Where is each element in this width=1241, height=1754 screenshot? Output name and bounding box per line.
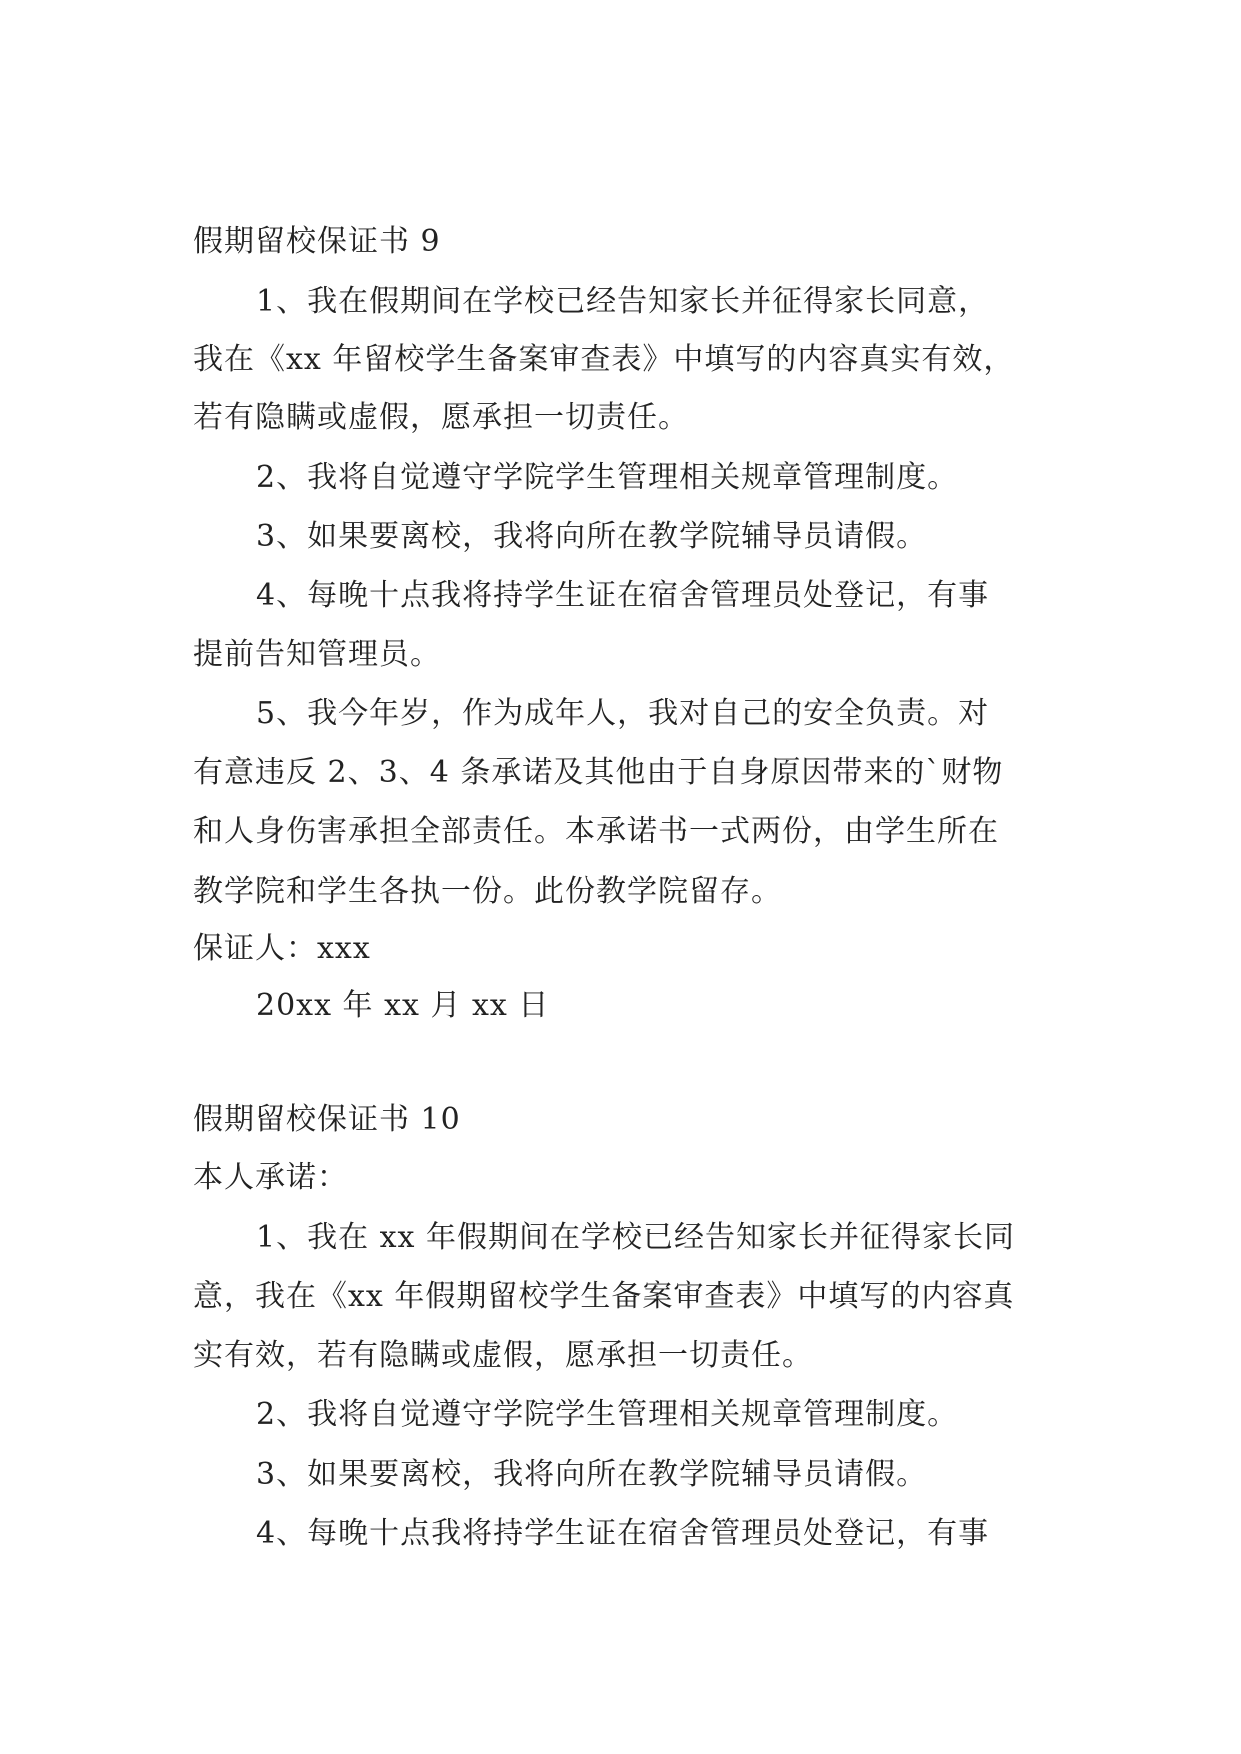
section-title: 假期留校保证书 9 (193, 224, 441, 259)
paragraph-line: 2、我将自觉遵守学院学生管理相关规章管理制度。 (256, 460, 959, 495)
paragraph-line: 和人身伤害承担全部责任。本承诺书一式两份，由学生所在 (193, 814, 999, 849)
paragraph-line: 我在《xx 年留校学生备案审查表》中填写的内容真实有效， (193, 342, 1015, 377)
paragraph-line: 实有效，若有隐瞒或虚假，愿承担一切责任。 (193, 1338, 813, 1373)
paragraph-line: 本人承诺： (193, 1160, 348, 1195)
paragraph-line: 4、每晚十点我将持学生证在宿舍管理员处登记，有事 (256, 578, 990, 613)
paragraph-line: 3、如果要离校，我将向所在教学院辅导员请假。 (256, 519, 928, 554)
paragraph-line: 有意违反 2、3、4 条承诺及其他由于自身原因带来的`财物 (193, 755, 1004, 790)
guarantor-line: 保证人：xxx (193, 931, 371, 966)
paragraph-line: 1、我在假期间在学校已经告知家长并征得家长同意， (256, 284, 990, 319)
paragraph-line: 3、如果要离校，我将向所在教学院辅导员请假。 (256, 1457, 928, 1492)
section-title: 假期留校保证书 10 (193, 1102, 461, 1137)
paragraph-line: 意，我在《xx 年假期留校学生备案审查表》中填写的内容真 (193, 1279, 1015, 1314)
paragraph-line: 1、我在 xx 年假期间在学校已经告知家长并征得家长同 (256, 1220, 1015, 1255)
date-line: 20xx 年 xx 月 xx 日 (256, 988, 550, 1023)
paragraph-line: 提前告知管理员。 (193, 637, 441, 672)
paragraph-line: 5、我今年岁，作为成年人，我对自己的安全负责。对 (256, 696, 990, 731)
paragraph-line: 4、每晚十点我将持学生证在宿舍管理员处登记，有事 (256, 1516, 990, 1551)
paragraph-line: 教学院和学生各执一份。此份教学院留存。 (193, 874, 782, 909)
paragraph-line: 若有隐瞒或虚假，愿承担一切责任。 (193, 400, 689, 435)
paragraph-line: 2、我将自觉遵守学院学生管理相关规章管理制度。 (256, 1397, 959, 1432)
